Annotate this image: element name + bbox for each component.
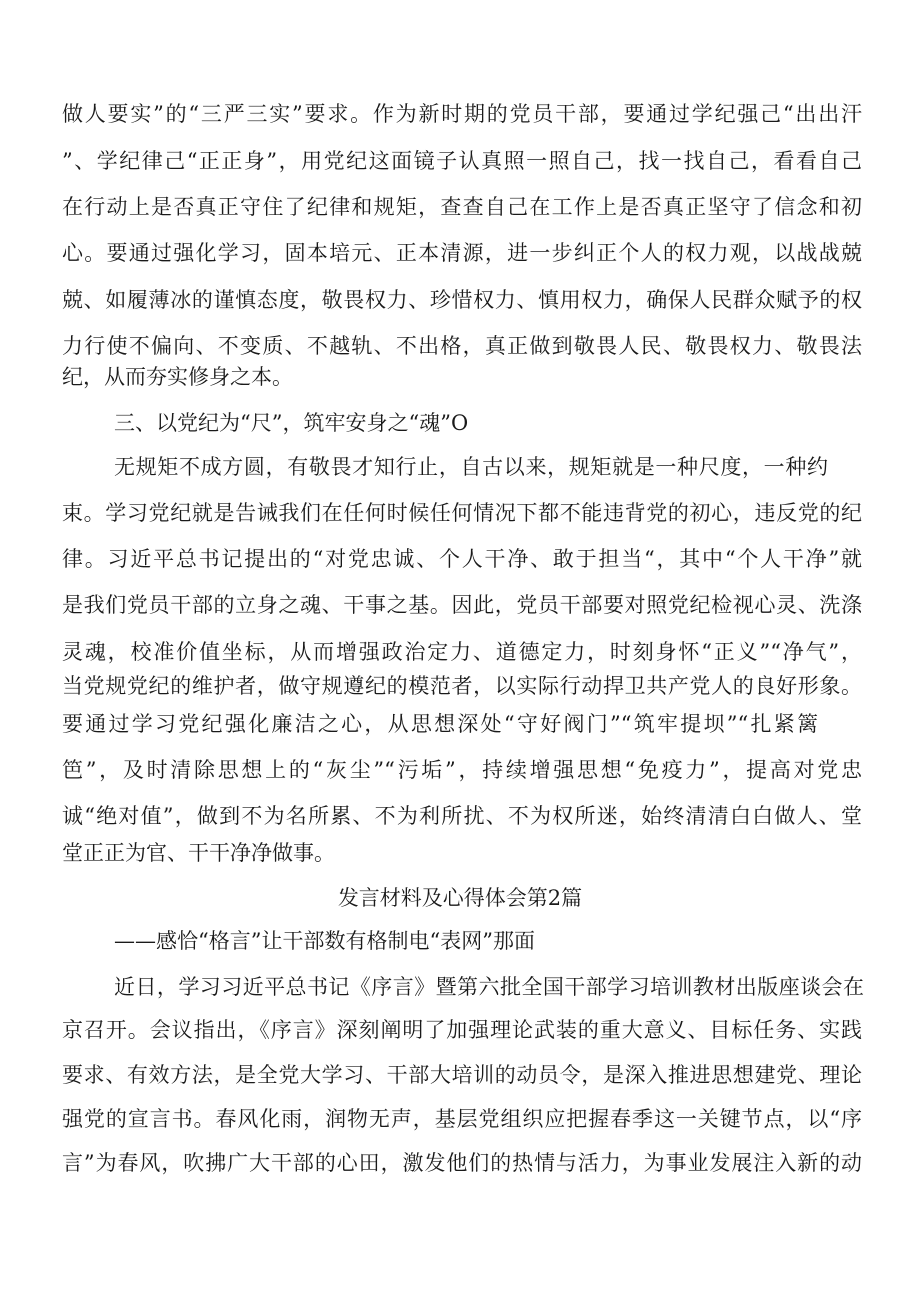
paragraph-line: 力行使不偏向、不变质、不越轨、不出格，真正做到敬畏人民、敬畏权力、敬畏法 (62, 334, 862, 358)
paragraph-line: 在行动上是否真正守住了纪律和规矩，查查自己在工作上是否真正坚守了信念和初 (62, 195, 862, 219)
paragraph-line: 心。要通过强化学习，固本培元、正本清源，进一步纠正个人的权力观，以战战兢 (62, 241, 862, 265)
paragraph-line: 诚“绝对值”，做到不为名所累、不为利所扰、不为权所迷，始终清清白白做人、堂 (62, 804, 862, 828)
paragraph-line: 当党规党纪的维护者，做守规遵纪的模范者，以实际行动捍卫共产党人的良好形象。 (62, 674, 862, 698)
paragraph-line: 笆”，及时清除思想上的“灰尘”“污垢”，持续增强思想“免疫力”，提高对党忠 (62, 758, 862, 782)
section-heading: 三、以党纪为“尺”，筑牢安身之“魂”O (114, 411, 469, 435)
article-title: 发言材料及心得体会第2篇 (337, 886, 583, 910)
article-subtitle: ——感恰“格言”让干部数有格制电“表网”那面 (114, 929, 535, 953)
paragraph-line: 要通过学习党纪强化廉洁之心，从思想深处“守好阀门”“筑牢提坝”“扎紧篱 (62, 712, 818, 736)
paragraph-line: 近日，学习习近平总书记《序言》暨第六批全国干部学习培训教材出版座谈会在 (114, 975, 864, 999)
paragraph-line: 要求、有效方法，是全党大学习、干部大培训的动员令，是深入推进思想建党、理论 (62, 1063, 862, 1087)
paragraph-line: 无规矩不成方圆，有敬畏才知行止，自古以来，规矩就是一种尺度，一种约 (114, 455, 828, 479)
paragraph-line: 兢、如履薄冰的谨慎态度，敬畏权力、珍惜权力、慎用权力，确保人民群众赋予的权 (62, 288, 862, 312)
paragraph-line: 束。学习党纪就是告诫我们在任何时候任何情况下都不能违背党的初心，违反党的纪 (62, 501, 862, 525)
paragraph-line: ”、学纪律己“正正身”，用党纪这面镜子认真照一照自己，找一找自己，看看自己 (62, 149, 862, 173)
paragraph-line: 堂正正为官、干干净净做事。 (62, 841, 335, 865)
paragraph-line: 言”为春风，吹拂广大干部的心田，激发他们的热情与活力，为事业发展注入新的动 (62, 1151, 862, 1175)
paragraph-line: 做人要实”的“三严三实”要求。作为新时期的党员干部，要通过学纪强己“出出汗 (62, 102, 862, 126)
paragraph-line: 京召开。会议指出，《序言》深刻阐明了加强理论武装的重大意义、目标任务、实践 (62, 1018, 862, 1042)
paragraph-line: 是我们党员干部的立身之魂、干事之基。因此，党员干部要对照党纪检视心灵、洗涤 (62, 593, 862, 617)
paragraph-line: 强党的宣言书。春风化雨，润物无声，基层党组织应把握春季这一关键节点，以“序 (62, 1107, 862, 1131)
paragraph-line: 律。习近平总书记提出的“对党忠诚、个人干净、敢于担当“，其中“个人干净”就 (62, 547, 862, 571)
paragraph-line: 灵魂，校准价值坐标，从而增强政治定力、道德定力，时刻身怀“正义”“净气”， (62, 640, 862, 664)
paragraph-line: 纪，从而夯实修身之本。 (62, 365, 293, 389)
